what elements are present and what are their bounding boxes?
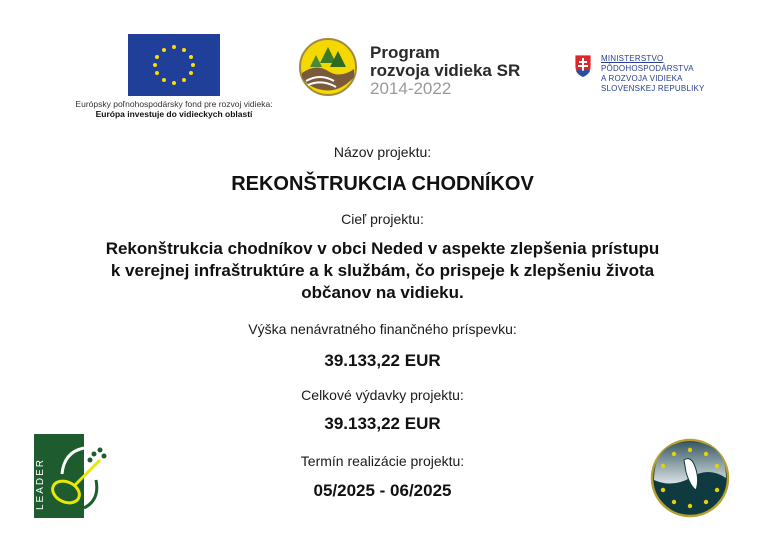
goal-line3: občanov na vidieku. — [301, 283, 464, 302]
eu-caption-line1: Európsky poľnohospodársky fond pre rozvoj vidieka: — [75, 99, 273, 109]
ministry-line1: MINISTERSTVO — [601, 54, 664, 63]
prv-line1: Program — [370, 43, 440, 62]
period-label: Termín realizácie projektu: — [300, 453, 465, 469]
slovak-coat-of-arms-icon — [574, 54, 592, 78]
prv-text-block — [370, 44, 520, 98]
prv-years: 2014-2022 — [370, 79, 452, 98]
total-value: 39.133,22 EUR — [324, 414, 441, 433]
ministry-text-block — [601, 54, 705, 94]
grant-value: 39.133,22 EUR — [324, 351, 441, 370]
period-value: 05/2025 - 06/2025 — [313, 481, 452, 500]
goal-line2: k verejnej infraštruktúre a k službám, čo prispeje k zlepšeniu života — [110, 261, 655, 280]
leader-logo-icon — [34, 434, 122, 518]
ministry-logo — [574, 54, 592, 78]
ministry-line2: PÔDOHOSPODÁRSTVA — [601, 64, 694, 73]
grant-label: Výška nenávratného finančného príspevku: — [248, 321, 517, 337]
project-goal-label: Cieľ projektu: — [341, 211, 424, 227]
project-goal — [0, 238, 765, 304]
prv-line2: rozvoja vidieka SR — [370, 61, 521, 80]
mas-bird-emblem-icon — [650, 438, 730, 518]
project-name: REKONŠTRUKCIA CHODNÍKOV — [231, 173, 534, 195]
eu-caption — [54, 99, 294, 119]
ministry-line4: SLOVENSKEJ REPUBLIKY — [601, 84, 705, 93]
mas-emblem — [650, 438, 730, 518]
prv-logo — [298, 37, 358, 97]
eu-caption-line2: Európa investuje do vidieckych oblastí — [95, 109, 253, 119]
ministry-line3: A ROZVOJA VIDIEKA — [601, 74, 683, 83]
goal-line1: Rekonštrukcia chodníkov v obci Neded v aspekte zlepšenia prístupu — [105, 239, 660, 258]
leader-logo — [34, 434, 122, 518]
eu-flag-icon — [128, 34, 220, 96]
eu-logo — [128, 34, 220, 96]
project-name-label: Názov projektu: — [333, 144, 432, 160]
total-label: Celkové výdavky projektu: — [301, 387, 464, 403]
prv-landscape-logo-icon — [298, 37, 358, 97]
svg-text:LEADER: LEADER — [35, 457, 46, 510]
